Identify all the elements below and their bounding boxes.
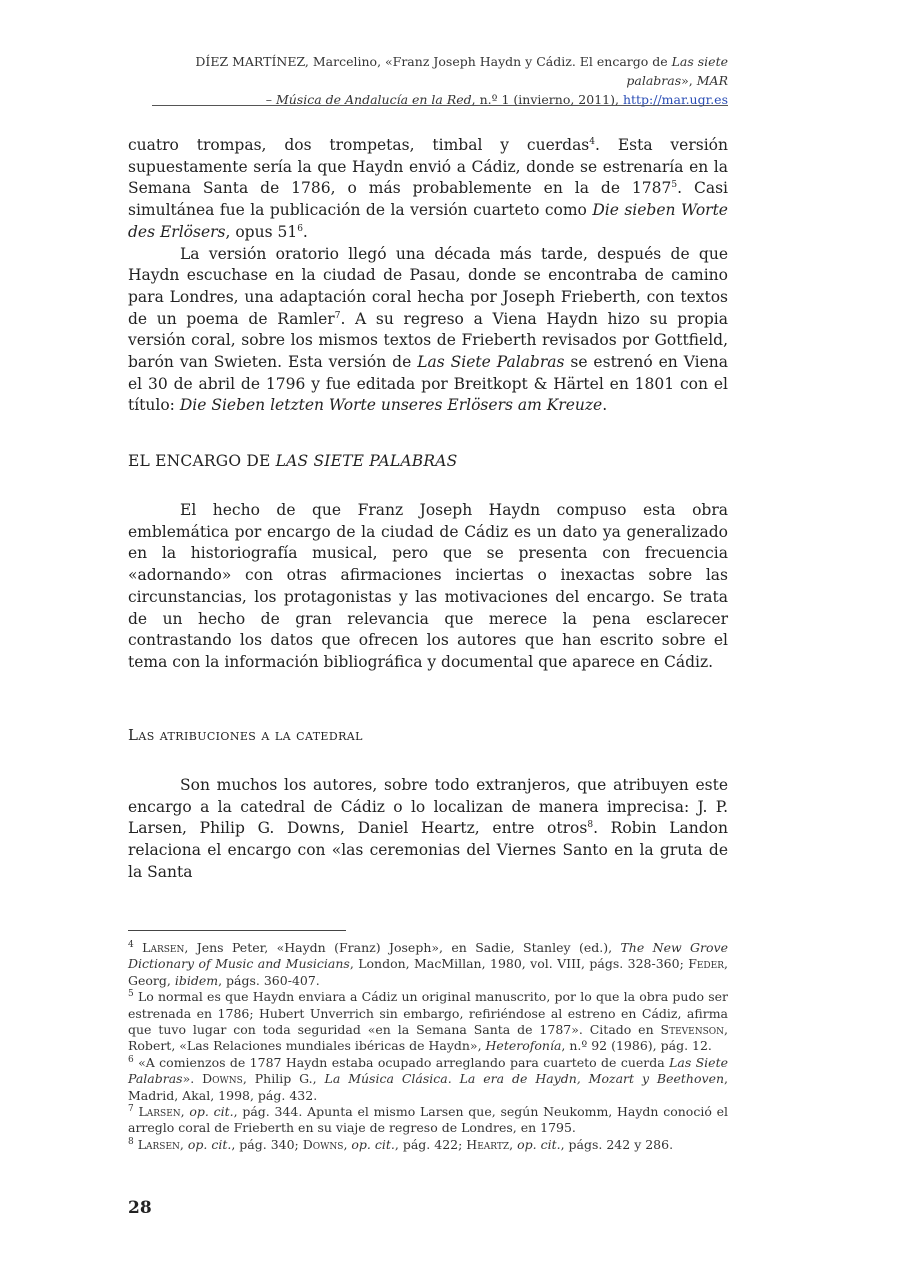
footnote-ref[interactable]: 5: [671, 180, 678, 191]
header-journal-subtitle: – Música de Andalucía en la Red: [265, 92, 472, 107]
page-number: 28: [128, 1198, 152, 1218]
running-header: [128, 52, 728, 109]
footnote-ref[interactable]: 7: [334, 310, 341, 321]
footnote: $^6$ «A comienzos de 1787 Haydn estaba ocupado arreglando para cuarteto de cuerda Las Siete Palabras». Downs, Philip G., La Música Clásica. La era de Haydn, Mozart y Beethoven, Madrid, Akal, 1998, pág. 432.: [128, 1054, 729, 1103]
header-journal: MAR: [696, 73, 728, 88]
footnote-divider: [128, 930, 346, 931]
header-citation: DÍEZ MARTÍNEZ, Marcelino, «Franz Joseph Haydn y Cádiz. El encargo de: [195, 54, 672, 69]
header-line-2: [128, 90, 728, 109]
body-section-3: [128, 775, 728, 884]
paragraph: La versión oratorio llegó una década más tarde, después de que Haydn escuchase en la ciudad de Pasau, donde se encontraba de camino para Londres, una adaptación coral hecha por Joseph Frieberth, con textos de un poema de Ramler$^7$. A su regreso a Viena Haydn hizo su propia versión coral, sobre los mismos textos de Frieberth revisados por Gottfield, barón van Swieten. Esta versión de Las Siete Palabras se estrenó en Viena el 30 de abril de 1796 y fue editada por Breitkopt & Härtel en 1801 con el título: Die Sieben letzten Worte unseres Erlösers am Kreuze.: [128, 244, 729, 415]
journal-url-link[interactable]: http://mar.ugr.es: [622, 92, 728, 107]
header-divider: [152, 105, 728, 106]
footnote-ref[interactable]: 4: [589, 136, 596, 147]
paragraph: El hecho de que Franz Joseph Haydn compuso esta obra emblemática por encargo de la ciudad de Cádiz es un dato ya generalizado en la historiografía musical, pero que se presenta con frecuencia «adornando» con otras afirmaciones inciertas o inexactas sobre las circunstancias, los protagonistas y las motivaciones del encargo. Se trata de un hecho de gran relevancia que merece la pena esclarecer contrastando los datos que ofrecen los autores que han escrito sobre el tema con la información bibliográfica y documental que aparece en Cádiz.: [128, 501, 728, 671]
footnotes: [128, 940, 728, 1153]
footnote: $^4$ Larsen, Jens Peter, «Haydn (Franz) Joseph», en Sadie, Stanley (ed.), The New Grove Dictionary of Music and Musicians, London, MacMillan, 1980, vol. VIII, págs. 328-360; Feder, Georg, ibidem, págs. 360-407.: [128, 939, 729, 988]
footnote: $^5$ Lo normal es que Haydn enviara a Cádiz un original manuscrito, por lo que la obra pudo ser estrenada en 1786; Hubert Unverrich sin embargo, refiriéndose al estreno en Cádiz, afirma que tuvo lugar con toda seguridad «en la Semana Santa de 1787». Citado en Stevenson, Robert, «Las Relaciones mundiales ibéricas de Haydn», Heterofonía, n.º 92 (1986), pág. 12.: [128, 989, 728, 1054]
footnote-ref[interactable]: 6: [297, 223, 303, 234]
header-line-1: DÍEZ MARTÍNEZ, Marcelino, «Franz Joseph Haydn y Cádiz. El encargo de Las siete palabras», MAR: [195, 54, 728, 88]
header-work-title: Las siete palabras: [626, 54, 728, 88]
body-section-2: [128, 500, 728, 674]
paragraph: Son muchos los autores, sobre todo extranjeros, que atribuyen este encargo a la catedral de Cádiz o lo localizan de manera imprecisa: J. P. Larsen, Philip G. Downs, Daniel Heartz, entre otros$^8$. Robin Landon relaciona el encargo con «las ceremonias del Viernes Santo en la gruta de la Santa: [128, 776, 728, 881]
footnote: $^7$ Larsen, op. cit., pág. 344. Apunta el mismo Larsen que, según Neukomm, Haydn conoció el arreglo coral de Frieberth en su viaje de regreso de Londres, en 1795.: [128, 1103, 728, 1136]
footnote-ref[interactable]: 8: [587, 820, 594, 831]
subsection-heading: Las atribuciones a la catedral: [128, 726, 363, 744]
body-section-1: [128, 135, 728, 417]
footnote: $^8$ Larsen, op. cit., pág. 340; Downs, op. cit., pág. 422; Heartz, op. cit., págs. 242 y 286.: [128, 1136, 674, 1152]
paragraph: cuatro trompas, dos trompetas, timbal y cuerdas$^4$. Esta versión supuestamente sería la que Haydn envió a Cádiz, donde se estrenaría en la Semana Santa de 1786, o más probablemente en la de 1787$^5$. Casi simultánea fue la publicación de la versión cuarteto como Die sieben Worte des Erlösers, opus $51^6$.: [128, 136, 728, 241]
section-heading: EL ENCARGO DE LAS SIETE PALABRAS: [128, 452, 458, 470]
header-issue: , n.º 1 (invierno, 2011),: [471, 92, 623, 107]
